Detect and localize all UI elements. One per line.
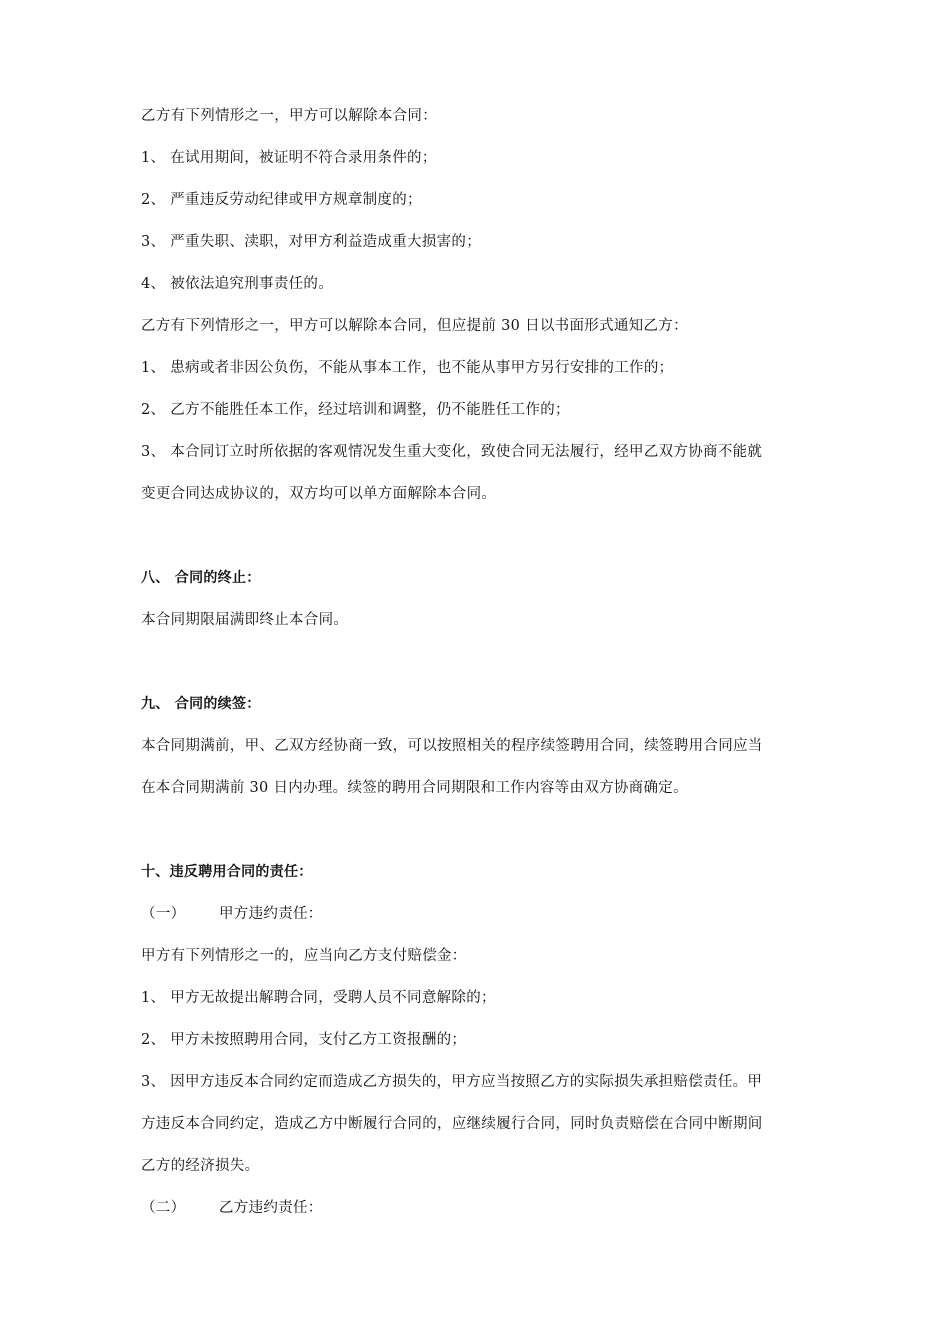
list-item-continuation: 乙方的经济损失。 — [141, 1158, 260, 1174]
subsection-number: （一） — [141, 906, 186, 922]
list-item: 4、 被依法追究刑事责任的。 — [141, 276, 334, 292]
subsection-heading — [141, 904, 830, 924]
list-item: 1、 在试用期间，被证明不符合录用条件的； — [141, 150, 437, 166]
subsection-title: 乙方违约责任： — [219, 1200, 323, 1216]
paragraph: 乙方有下列情形之一，甲方可以解除本合同： — [141, 108, 437, 124]
paragraph: 甲方有下列情形之一的，应当向乙方支付赔偿金： — [141, 948, 467, 964]
list-item: 3、 本合同订立时所依据的客观情况发生重大变化，致使合同无法履行，经甲乙双方协商不能就 — [141, 444, 763, 460]
list-item-continuation: 变更合同达成协议的，双方均可以单方面解除本合同。 — [141, 486, 497, 502]
list-item: 2、 甲方未按照聘用合同，支付乙方工资报酬的； — [141, 1032, 467, 1048]
section-heading: 十、违反聘用合同的责任： — [141, 864, 313, 880]
subsection-number: （二） — [141, 1200, 186, 1216]
section-heading: 八、 合同的终止： — [141, 570, 261, 586]
list-item: 3、 严重失职、渎职，对甲方利益造成重大损害的； — [141, 234, 482, 250]
paragraph: 本合同期限届满即终止本合同。 — [141, 612, 349, 628]
list-item: 2、 乙方不能胜任本工作，经过培训和调整，仍不能胜任工作的； — [141, 402, 570, 418]
paragraph: 乙方有下列情形之一，甲方可以解除本合同，但应提前 30 日以书面形式通知乙方： — [141, 318, 688, 334]
paragraph: 本合同期满前，甲、乙双方经协商一致，可以按照相关的程序续签聘用合同，续签聘用合同应当 — [141, 738, 763, 754]
paragraph: 在本合同期满前 30 日内办理。续签的聘用合同期限和工作内容等由双方协商确定。 — [141, 780, 688, 796]
list-item-continuation: 方违反本合同约定，造成乙方中断履行合同的，应继续履行合同，同时负责赔偿在合同中断期间 — [141, 1116, 763, 1132]
subsection-heading — [141, 1198, 830, 1218]
section-heading: 九、 合同的续签： — [141, 696, 261, 712]
list-item: 1、 患病或者非因公负伤，不能从事本工作，也不能从事甲方另行安排的工作的； — [141, 360, 674, 376]
subsection-title: 甲方违约责任： — [219, 906, 323, 922]
list-item: 1、 甲方无故提出解聘合同，受聘人员不同意解除的； — [141, 990, 496, 1006]
list-item: 3、 因甲方违反本合同约定而造成乙方损失的，甲方应当按照乙方的实际损失承担赔偿责任。甲 — [141, 1074, 763, 1090]
list-item: 2、 严重违反劳动纪律或甲方规章制度的； — [141, 192, 422, 208]
